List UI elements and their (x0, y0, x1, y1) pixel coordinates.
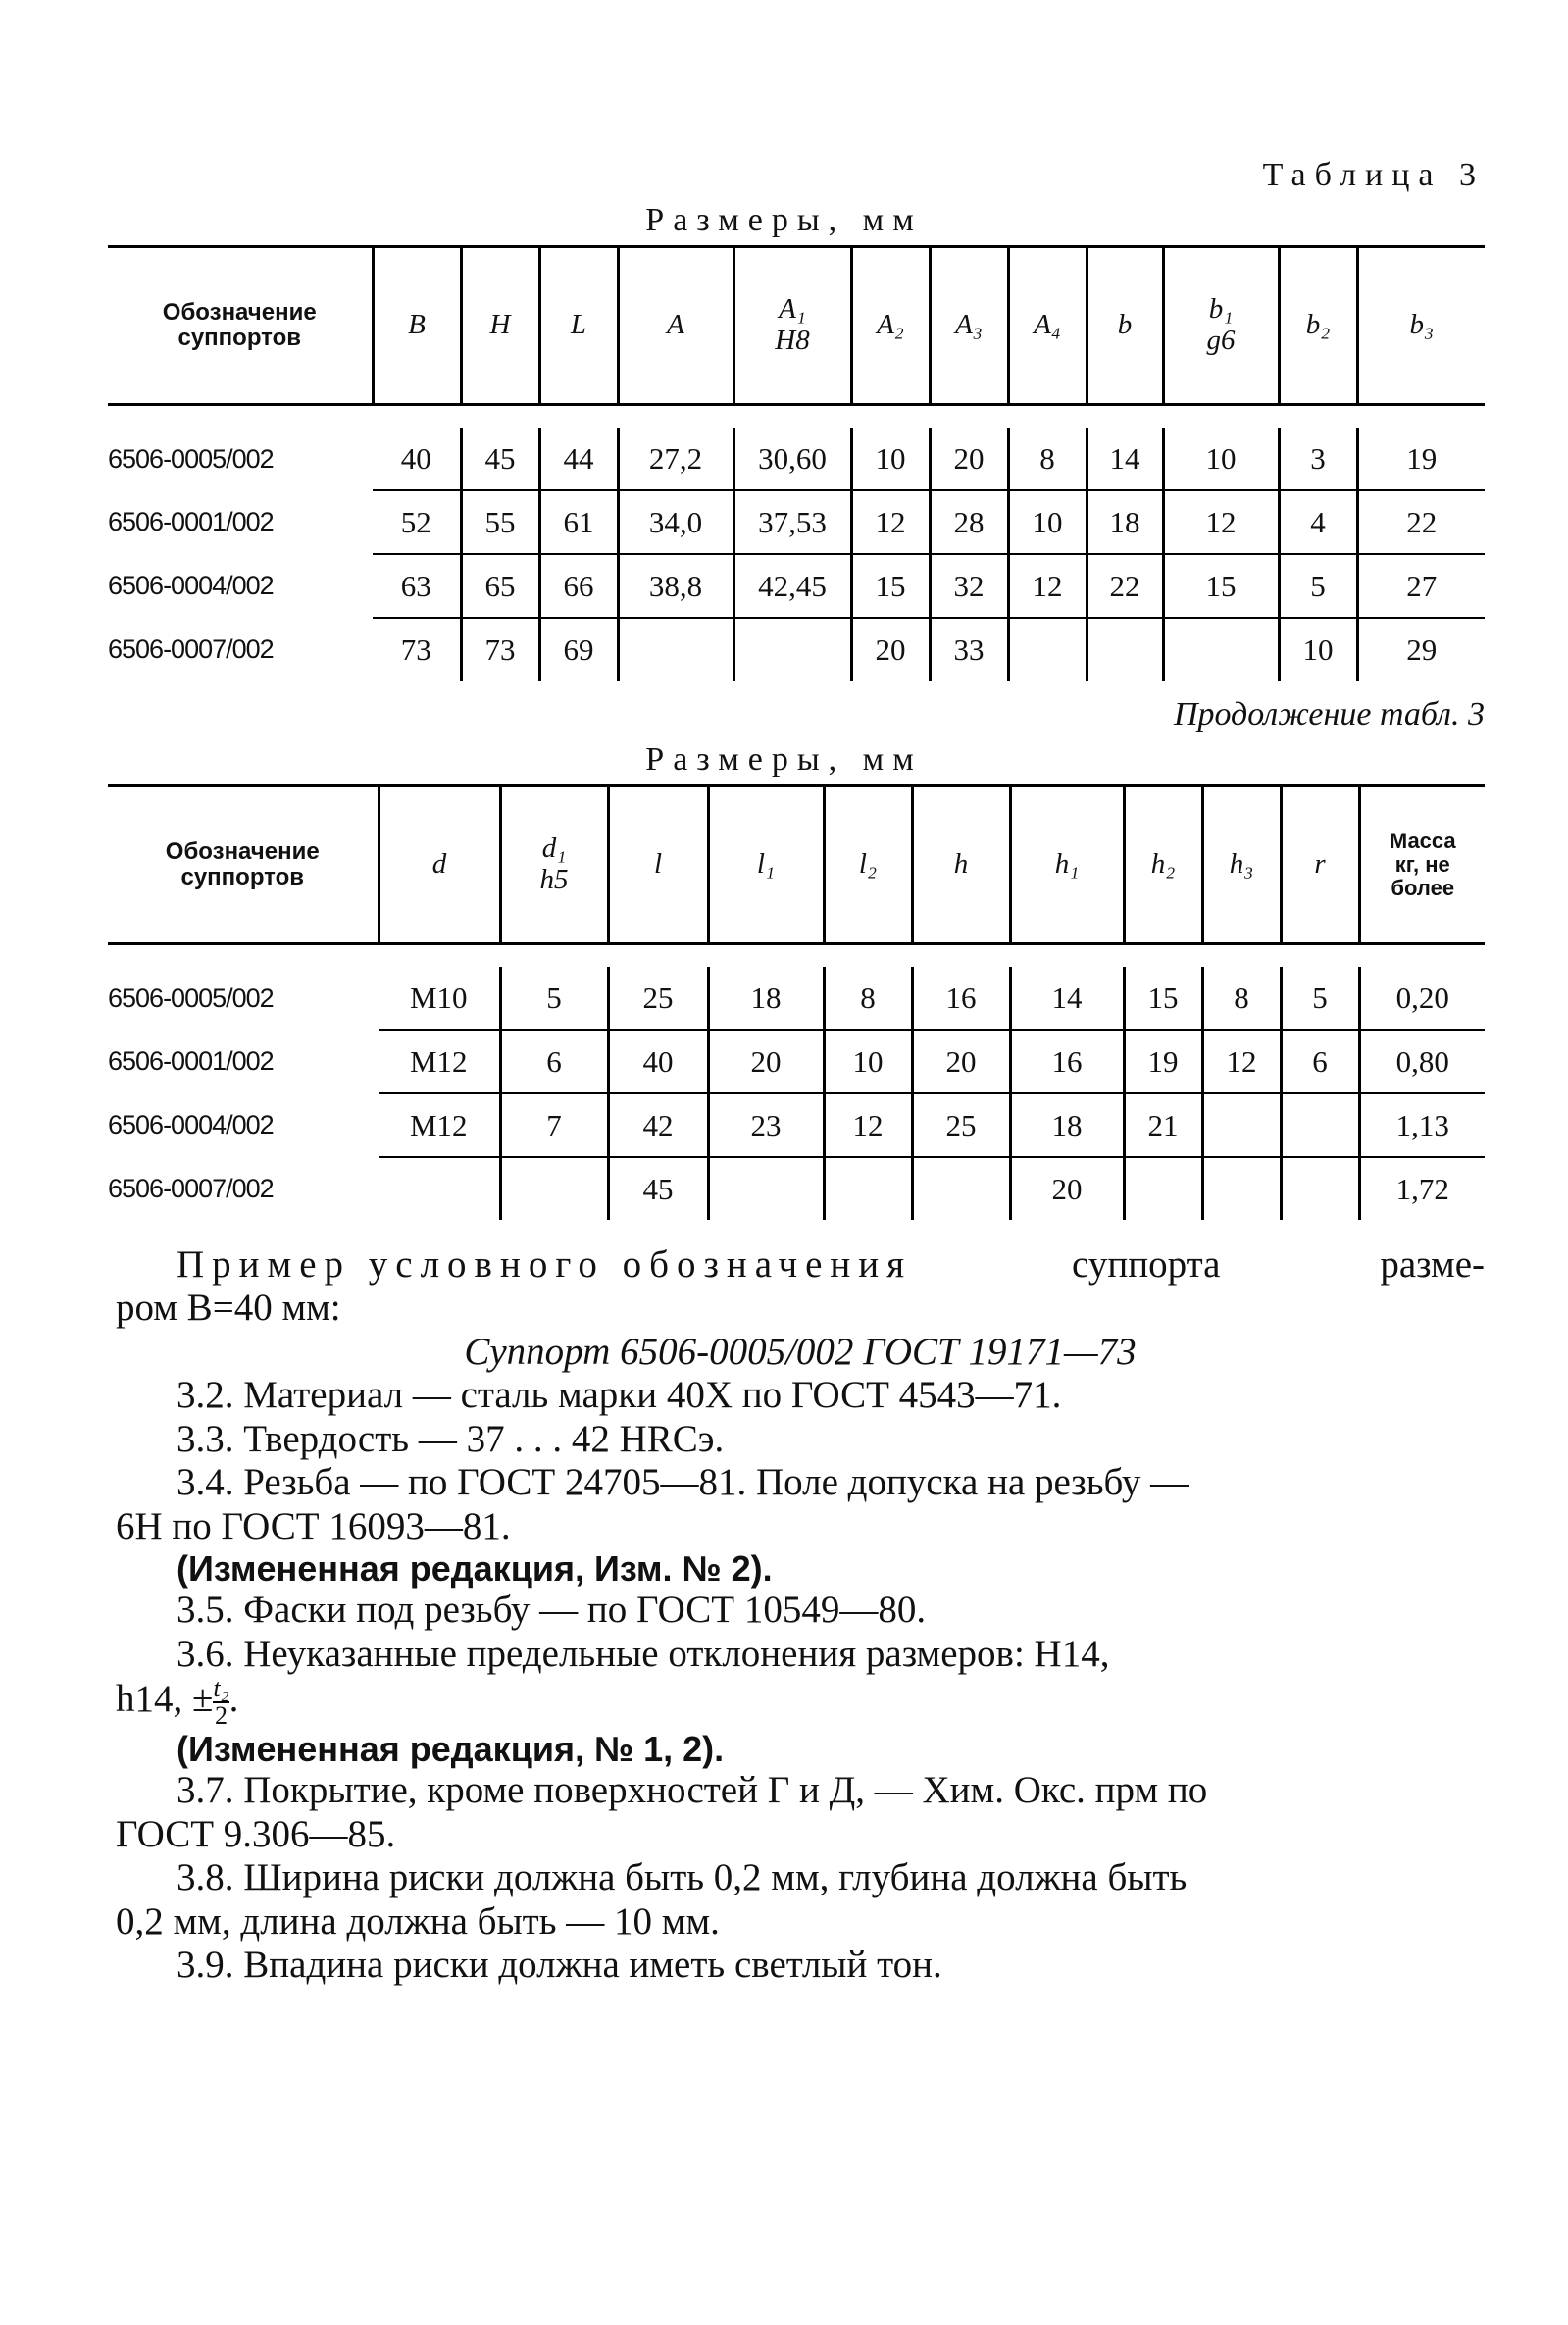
table-cell: 20 (851, 618, 930, 681)
table1-header-cell (1279, 247, 1357, 405)
table-cell: 12 (1008, 554, 1087, 618)
table-cell: 23 (708, 1093, 824, 1157)
table-cell: 12 (851, 490, 930, 554)
table-cell: M10 (379, 967, 500, 1030)
table-cell (1163, 618, 1279, 681)
table-cell: 5 (1281, 967, 1359, 1030)
table-cell: 40 (373, 428, 461, 490)
header-sub-label: кг, не более (1391, 851, 1455, 901)
header-main-label: A₄ (1034, 309, 1061, 341)
tolerance-text: h14, ± (116, 1678, 214, 1721)
table-row (108, 967, 1485, 1030)
table-cell: 10 (851, 428, 930, 490)
table1-header-cell (618, 247, 733, 405)
header-main-label: l (653, 848, 663, 881)
table1-header-cell (733, 247, 851, 405)
table-2-header-row (108, 786, 1485, 944)
table-cell: 18 (1010, 1093, 1124, 1157)
header-main-label: B (408, 309, 426, 341)
table-cell (1124, 1157, 1202, 1220)
table-cell: 20 (1010, 1157, 1124, 1220)
table-cell: 61 (539, 490, 618, 554)
table-cell: 42 (608, 1093, 708, 1157)
row-designation: 6506-0005/002 (108, 443, 274, 474)
amendment-note-1: (Измененная редакция, Изм. № 2). (177, 1548, 773, 1590)
table-cell (618, 618, 733, 681)
table-cell: 10 (1008, 490, 1087, 554)
table-cell: 63 (373, 554, 461, 618)
example-word: суппорта (1072, 1243, 1221, 1286)
header-main-label: h (953, 848, 969, 881)
table-cell: 5 (500, 967, 608, 1030)
table-cell: 44 (539, 428, 618, 490)
table2-header-cell (1124, 786, 1202, 944)
item-3-8: 3.8. Ширина риски должна быть 0,2 мм, глубина должна быть (177, 1856, 1188, 1899)
row-designation: 6506-0007/002 (108, 1173, 274, 1203)
header-main-label: b₁ (1208, 293, 1234, 326)
table-2-caption: Размеры, мм (645, 741, 923, 778)
table-cell: 10 (1163, 428, 1279, 490)
table-cell (1281, 1093, 1359, 1157)
body-text (116, 1243, 1485, 1987)
table-cell: 10 (1279, 618, 1357, 681)
table1-header-cell (461, 247, 539, 405)
header-main-label: d₁ (541, 833, 567, 865)
item-3-7: 3.7. Покрытие, кроме поверхностей Г и Д, — Хим. Окс. прм по (177, 1769, 1208, 1812)
table2-header-cell (608, 786, 708, 944)
item-3-6: 3.6. Неуказанные предельные отклонения размеров: Н14, (177, 1632, 1110, 1675)
row-designation: 6506-0004/002 (108, 571, 274, 600)
table-cell: 8 (1008, 428, 1087, 490)
table1-header-cell (930, 247, 1008, 405)
table-cell (1087, 618, 1163, 681)
example-designation: Суппорт 6506-0005/002 ГОСТ 19171—73 (464, 1330, 1137, 1373)
row-designation: 6506-0001/002 (108, 1046, 274, 1076)
fraction-numerator: t₂ (213, 1674, 229, 1703)
header-sub-label: суппортов (177, 325, 302, 351)
table1-header-cell (851, 247, 930, 405)
table-cell: M12 (379, 1030, 500, 1093)
amendment-note-2: (Измененная редакция, № 1, 2). (177, 1729, 725, 1770)
item-3-2: 3.2. Материал — сталь марки 40Х по ГОСТ 4543—71. (177, 1374, 1062, 1417)
header-sub-label: H8 (775, 325, 810, 356)
header-main-label: l₂ (858, 848, 878, 881)
table-cell: 25 (608, 967, 708, 1030)
table-cell: 20 (708, 1030, 824, 1093)
header-main-label: A (667, 309, 684, 341)
table-cell: 6 (1281, 1030, 1359, 1093)
item-3-3: 3.3. Твердость — 37 . . . 42 HRCэ. (177, 1417, 725, 1460)
table-cell: 12 (1163, 490, 1279, 554)
header-main-label: h₂ (1150, 848, 1176, 881)
item-3-7-continued: ГОСТ 9.306—85. (116, 1812, 396, 1855)
item-3-4-continued: 6Н по ГОСТ 16093—81. (116, 1504, 511, 1547)
header-main-label: A₂ (877, 309, 904, 341)
table-cell: 0,80 (1359, 1030, 1485, 1093)
table-row (108, 1157, 1485, 1220)
header-main-label: b₂ (1305, 309, 1331, 341)
table-2-label: Продолжение табл. 3 (1173, 696, 1485, 733)
table1-header-cell (108, 247, 373, 405)
header-main-label: b₃ (1409, 309, 1435, 341)
table-2-body (108, 967, 1485, 1220)
table1-header-cell (539, 247, 618, 405)
table-cell (379, 1157, 500, 1220)
table-cell: 14 (1010, 967, 1124, 1030)
table-row (108, 1093, 1485, 1157)
table-cell: 4 (1279, 490, 1357, 554)
table-cell (1281, 1157, 1359, 1220)
table-1-header-row (108, 247, 1485, 405)
table-cell (1008, 618, 1087, 681)
row-designation: 6506-0005/002 (108, 983, 274, 1013)
header-main-label: H (489, 309, 511, 341)
header-sub-label: g6 (1206, 325, 1236, 356)
table2-header-cell (1010, 786, 1124, 944)
header-main-label: h₁ (1054, 848, 1080, 881)
table-cell: 8 (824, 967, 912, 1030)
table2-header-cell (108, 786, 379, 944)
table-cell: 22 (1357, 490, 1485, 554)
table-cell: 45 (608, 1157, 708, 1220)
table-cell: 27 (1357, 554, 1485, 618)
table2-header-cell (912, 786, 1010, 944)
table-cell: 27,2 (618, 428, 733, 490)
header-main-label: b (1117, 309, 1133, 341)
table-cell: 16 (1010, 1030, 1124, 1093)
table-cell: 19 (1357, 428, 1485, 490)
table-cell: 52 (373, 490, 461, 554)
table-cell (500, 1157, 608, 1220)
table-cell: M12 (379, 1093, 500, 1157)
table-cell: 7 (500, 1093, 608, 1157)
fraction-denominator: 2 (215, 1701, 228, 1731)
tolerance-fraction (213, 1676, 228, 1729)
table-row (108, 428, 1485, 490)
table-cell: 73 (373, 618, 461, 681)
table2-header-cell (1202, 786, 1281, 944)
table-cell: 14 (1087, 428, 1163, 490)
table-cell: 32 (930, 554, 1008, 618)
table-cell: 20 (912, 1030, 1010, 1093)
header-sub-label: h5 (539, 864, 569, 895)
table-cell: 15 (1163, 554, 1279, 618)
table-1-caption: Размеры, мм (645, 202, 923, 238)
table-cell: 65 (461, 554, 539, 618)
row-designation: 6506-0001/002 (108, 507, 274, 536)
table-cell: 16 (912, 967, 1010, 1030)
table-row (108, 618, 1485, 681)
table-cell: 55 (461, 490, 539, 554)
item-3-6-continued: h14, ± $\frac{\text{t₂}}{2}$ . (116, 1674, 239, 1731)
table-cell: 0,20 (1359, 967, 1485, 1030)
table2-header-cell (500, 786, 608, 944)
table1-header-cell (1008, 247, 1087, 405)
table-cell: 42,45 (733, 554, 851, 618)
table-cell (824, 1157, 912, 1220)
item-3-4: 3.4. Резьба — по ГОСТ 24705—81. Поле допуска на резьбу — (177, 1461, 1189, 1504)
item-3-5: 3.5. Фаски под резьбу — по ГОСТ 10549—80. (177, 1589, 927, 1632)
table2-header-cell (1281, 786, 1359, 944)
table1-header-cell (1357, 247, 1485, 405)
header-sub-label: суппортов (180, 864, 305, 890)
table-cell: 30,60 (733, 428, 851, 490)
table-cell: 40 (608, 1030, 708, 1093)
header-main-label: L (570, 309, 587, 341)
table2-header-cell (824, 786, 912, 944)
table-1-label: Таблица 3 (1262, 157, 1485, 193)
table-cell: 25 (912, 1093, 1010, 1157)
table-1 (108, 241, 1485, 681)
table-cell: 37,53 (733, 490, 851, 554)
table-1-body (108, 428, 1485, 681)
table-cell: 3 (1279, 428, 1357, 490)
table2-header-cell (379, 786, 500, 944)
row-designation: 6506-0004/002 (108, 1110, 274, 1139)
item-3-9: 3.9. Впадина риски должна иметь светлый тон. (177, 1943, 942, 1986)
table-cell (708, 1157, 824, 1220)
table-cell: 8 (1202, 967, 1281, 1030)
example-intro: Пример условного обозначения (177, 1243, 913, 1286)
table-row (108, 1030, 1485, 1093)
table1-header-cell (1163, 247, 1279, 405)
table-cell: 69 (539, 618, 618, 681)
table-cell: 29 (1406, 632, 1438, 667)
table-cell: 66 (539, 554, 618, 618)
table-cell: 1,13 (1359, 1093, 1485, 1157)
table-cell: 10 (824, 1030, 912, 1093)
table-cell: 15 (1124, 967, 1202, 1030)
header-main-label: Обозначение (162, 298, 317, 326)
table-cell: 34,0 (618, 490, 733, 554)
table-cell: 38,8 (618, 554, 733, 618)
header-main-label: A₃ (955, 309, 983, 341)
header-main-label: r (1314, 848, 1326, 881)
table-cell: 33 (930, 618, 1008, 681)
table-cell: 18 (708, 967, 824, 1030)
table-cell (1202, 1157, 1281, 1220)
item-3-8-continued: 0,2 мм, длина должна быть — 10 мм. (116, 1899, 720, 1943)
table-cell: 12 (824, 1093, 912, 1157)
table-cell: 15 (851, 554, 930, 618)
example-line (116, 1243, 1485, 1287)
header-main-label: h₃ (1229, 848, 1254, 881)
table2-header-cell (708, 786, 824, 944)
table-cell (912, 1157, 1010, 1220)
table-cell: 19 (1124, 1030, 1202, 1093)
table2-header-cell (1359, 786, 1485, 944)
example-end: разме- (1380, 1243, 1485, 1286)
table-row (108, 554, 1485, 618)
table-cell: 21 (1124, 1093, 1202, 1157)
row-designation: 6506-0007/002 (108, 633, 274, 664)
header-main-label: Масса (1389, 828, 1456, 853)
table-cell: 22 (1087, 554, 1163, 618)
table-row (108, 490, 1485, 554)
table-cell: 12 (1202, 1030, 1281, 1093)
table-2 (108, 781, 1485, 1220)
table1-header-cell (373, 247, 461, 405)
table-cell: 5 (1279, 554, 1357, 618)
header-main-label: Обозначение (165, 837, 320, 865)
table-cell: 18 (1087, 490, 1163, 554)
table-cell: 6 (500, 1030, 608, 1093)
table-cell (733, 618, 851, 681)
table-cell: 73 (461, 618, 539, 681)
table-cell (1202, 1093, 1281, 1157)
example-size: ром B=40 мм: (116, 1287, 341, 1330)
table1-header-cell (1087, 247, 1163, 405)
table-cell: 1,72 (1395, 1171, 1449, 1206)
header-main-label: l₁ (756, 848, 776, 881)
header-main-label: d (431, 848, 447, 881)
table-cell: 28 (930, 490, 1008, 554)
header-main-label: A₁ (779, 293, 806, 326)
table-cell: 20 (930, 428, 1008, 490)
table-cell: 45 (461, 428, 539, 490)
